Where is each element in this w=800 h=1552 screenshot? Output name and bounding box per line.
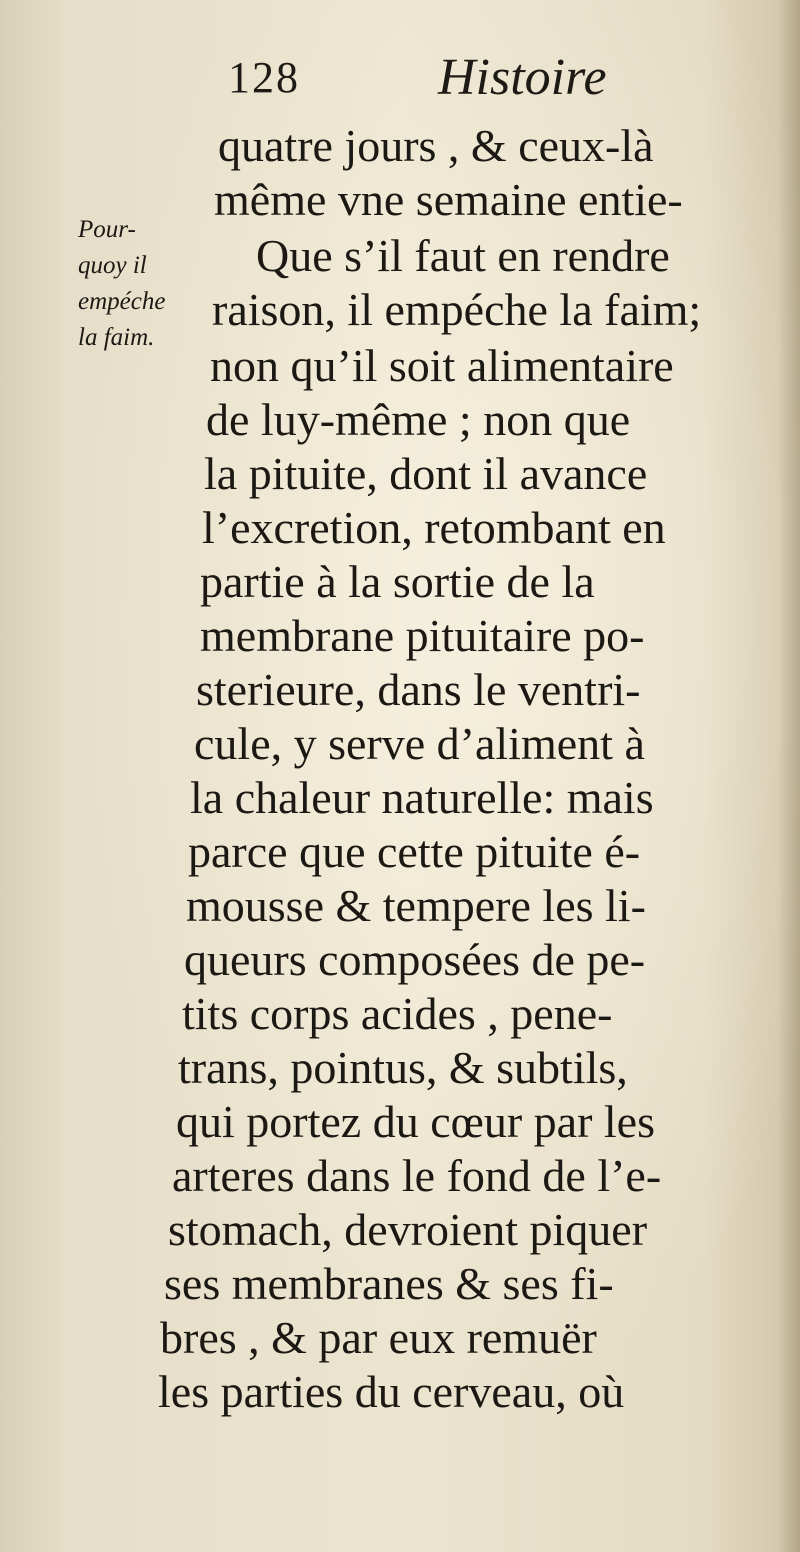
- text-line: stomach, devroient piquer: [168, 1204, 648, 1255]
- margin-note-line: la faim.: [78, 324, 155, 351]
- text-line: ses membranes & ses fi-: [164, 1258, 614, 1309]
- text-line: arteres dans le fond de l’e-: [172, 1150, 662, 1201]
- margin-note-line: quoy il: [78, 252, 147, 279]
- text-line: partie à la sortie de la: [200, 556, 595, 607]
- text-line: raison, il empéche la faim;: [212, 284, 702, 335]
- text-line: cule, y serve d’aliment à: [194, 718, 645, 769]
- text-line: mousse & tempere les li-: [186, 880, 646, 931]
- text-line: trans, pointus, & subtils,: [178, 1042, 628, 1093]
- body-text: [0, 118, 800, 1418]
- text-line: les parties du cerveau, où: [158, 1366, 625, 1417]
- text-line: queurs composées de pe-: [184, 934, 646, 985]
- running-head: [228, 48, 648, 108]
- margin-note-line: Pour-: [78, 216, 136, 243]
- text-line: de luy-même ; non que: [206, 394, 631, 445]
- text-line: bres , & par eux remuër: [160, 1312, 597, 1363]
- text-line: qui portez du cœur par les: [176, 1096, 656, 1147]
- text-line: quatre jours , & ceux-là: [218, 120, 654, 171]
- text-line: la chaleur naturelle: mais: [190, 772, 654, 823]
- margin-note-line: empéche: [78, 288, 166, 315]
- text-line: membrane pituitaire po-: [200, 610, 645, 661]
- text-line: tits corps acides , pene-: [182, 988, 613, 1039]
- running-title: Histoire: [438, 49, 607, 106]
- page-number: 128: [228, 53, 300, 102]
- text-line: sterieure, dans le ventri-: [196, 664, 641, 715]
- text-line: la pituite, dont il avance: [204, 448, 648, 499]
- text-line: l’excretion, retombant en: [202, 502, 666, 553]
- text-line: parce que cette pituite é-: [188, 826, 641, 877]
- text-line: Que s’il faut en rendre: [256, 230, 670, 281]
- text-line: même vne semaine entie-: [214, 174, 683, 225]
- text-line: non qu’il soit alimentaire: [210, 340, 674, 391]
